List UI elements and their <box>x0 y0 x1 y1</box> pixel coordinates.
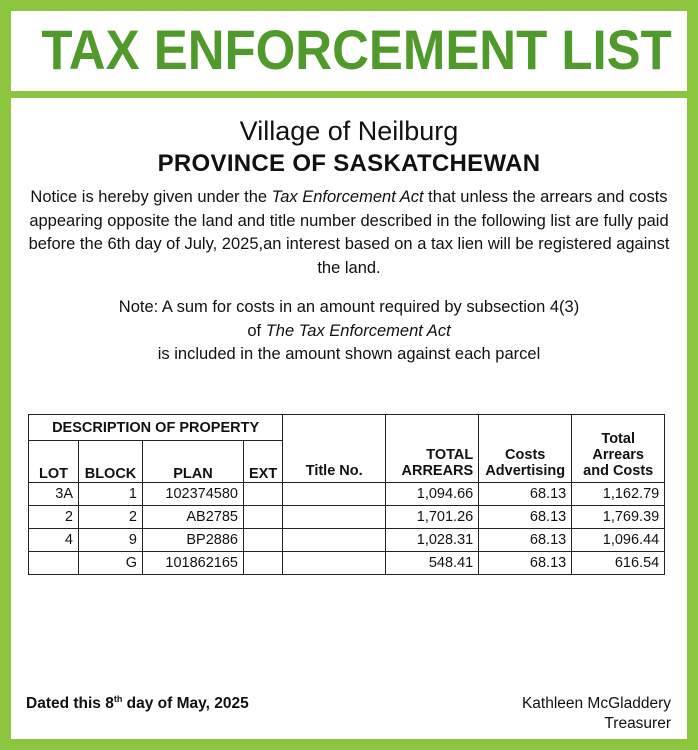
block-cell: 2 <box>79 506 143 529</box>
plan-cell: 102374580 <box>143 483 244 506</box>
lot-cell: 4 <box>29 529 79 552</box>
village-name: Village of Neilburg <box>239 116 459 146</box>
lot-cell <box>29 552 79 575</box>
province-name: PROVINCE OF SASKATCHEWAN <box>157 150 541 177</box>
title-no-cell <box>283 506 386 529</box>
table-row <box>29 529 665 552</box>
ext-cell <box>244 506 283 529</box>
banner <box>11 11 687 91</box>
note-line-1: Note: A sum for costs in an amount required by subsection 4(3) <box>118 298 580 316</box>
lot-header: LOT <box>29 441 79 483</box>
block-cell: 9 <box>79 529 143 552</box>
total-cell: 1,769.39 <box>572 506 665 529</box>
table-row <box>29 552 665 575</box>
costs-header-line-2: Advertising <box>485 463 566 479</box>
dated-ordinal-suffix: th <box>113 694 123 704</box>
plan-cell: 101862165 <box>143 552 244 575</box>
total-header-line-2: and Costs <box>583 463 654 479</box>
plan-cell: AB2785 <box>143 506 244 529</box>
ext-cell <box>244 529 283 552</box>
title-no-cell <box>283 483 386 506</box>
total-arrears-and-costs-header <box>572 415 665 483</box>
total-arrears-header <box>386 415 479 483</box>
plan-cell: BP2886 <box>143 529 244 552</box>
block-cell: 1 <box>79 483 143 506</box>
note-line-2-prefix: of <box>247 321 266 340</box>
dated-suffix: day of May, 2025 <box>122 695 249 713</box>
total-cell: 1,096.44 <box>572 529 665 552</box>
note-act-name: The Tax Enforcement Act <box>265 321 451 340</box>
property-table <box>28 414 665 575</box>
costs-cell: 68.13 <box>479 506 572 529</box>
notice-text-2: that unless the arrears and costs appearing opposite the land and title number described in the following list are fully paid before the 6th day of July, 2025,an interest based on a tax lien will be registered against the land. <box>28 188 670 277</box>
notice-text-1: Notice is hereby given under the <box>30 188 272 206</box>
costs-header-line-1: Costs <box>505 447 546 463</box>
arrears-cell: 1,028.31 <box>386 529 479 552</box>
table-group-header-row <box>29 415 665 441</box>
description-of-property-header: DESCRIPTION OF PROPERTY <box>29 415 283 441</box>
ext-cell <box>244 552 283 575</box>
table-row <box>29 483 665 506</box>
arrears-cell: 1,701.26 <box>386 506 479 529</box>
total-arrears-header-line-1: TOTAL <box>426 447 474 463</box>
dated-line <box>26 694 249 713</box>
notice-paragraph <box>25 186 673 280</box>
costs-advertising-header <box>479 415 572 483</box>
note-line-3: is included in the amount shown against each parcel <box>157 345 541 363</box>
banner-title: TAX ENFORCEMENT LIST <box>41 18 672 81</box>
ext-header: EXT <box>244 441 283 483</box>
ext-cell <box>244 483 283 506</box>
arrears-cell: 548.41 <box>386 552 479 575</box>
signature-block <box>522 694 671 734</box>
title-no-header: Title No. <box>283 415 386 483</box>
plan-header: PLAN <box>143 441 244 483</box>
costs-cell: 68.13 <box>479 552 572 575</box>
title-no-cell <box>283 529 386 552</box>
title-no-cell <box>283 552 386 575</box>
note-paragraph <box>25 296 673 367</box>
total-header-line-1: Total Arrears <box>592 431 644 463</box>
banner-divider <box>11 91 687 98</box>
total-cell: 1,162.79 <box>572 483 665 506</box>
signer-title: Treasurer <box>604 715 671 732</box>
dated-prefix: Dated this 8 <box>26 695 114 713</box>
block-cell: G <box>79 552 143 575</box>
lot-cell: 2 <box>29 506 79 529</box>
lot-cell: 3A <box>29 483 79 506</box>
costs-cell: 68.13 <box>479 483 572 506</box>
block-header: BLOCK <box>79 441 143 483</box>
note-line-2 <box>25 320 673 344</box>
costs-cell: 68.13 <box>479 529 572 552</box>
signer-name: Kathleen McGladdery <box>521 695 671 712</box>
notice-act-name: Tax Enforcement Act <box>271 188 424 206</box>
total-cell: 616.54 <box>572 552 665 575</box>
notice-body <box>11 98 687 739</box>
arrears-cell: 1,094.66 <box>386 483 479 506</box>
table-row <box>29 506 665 529</box>
total-arrears-header-line-2: ARREARS <box>401 463 474 479</box>
